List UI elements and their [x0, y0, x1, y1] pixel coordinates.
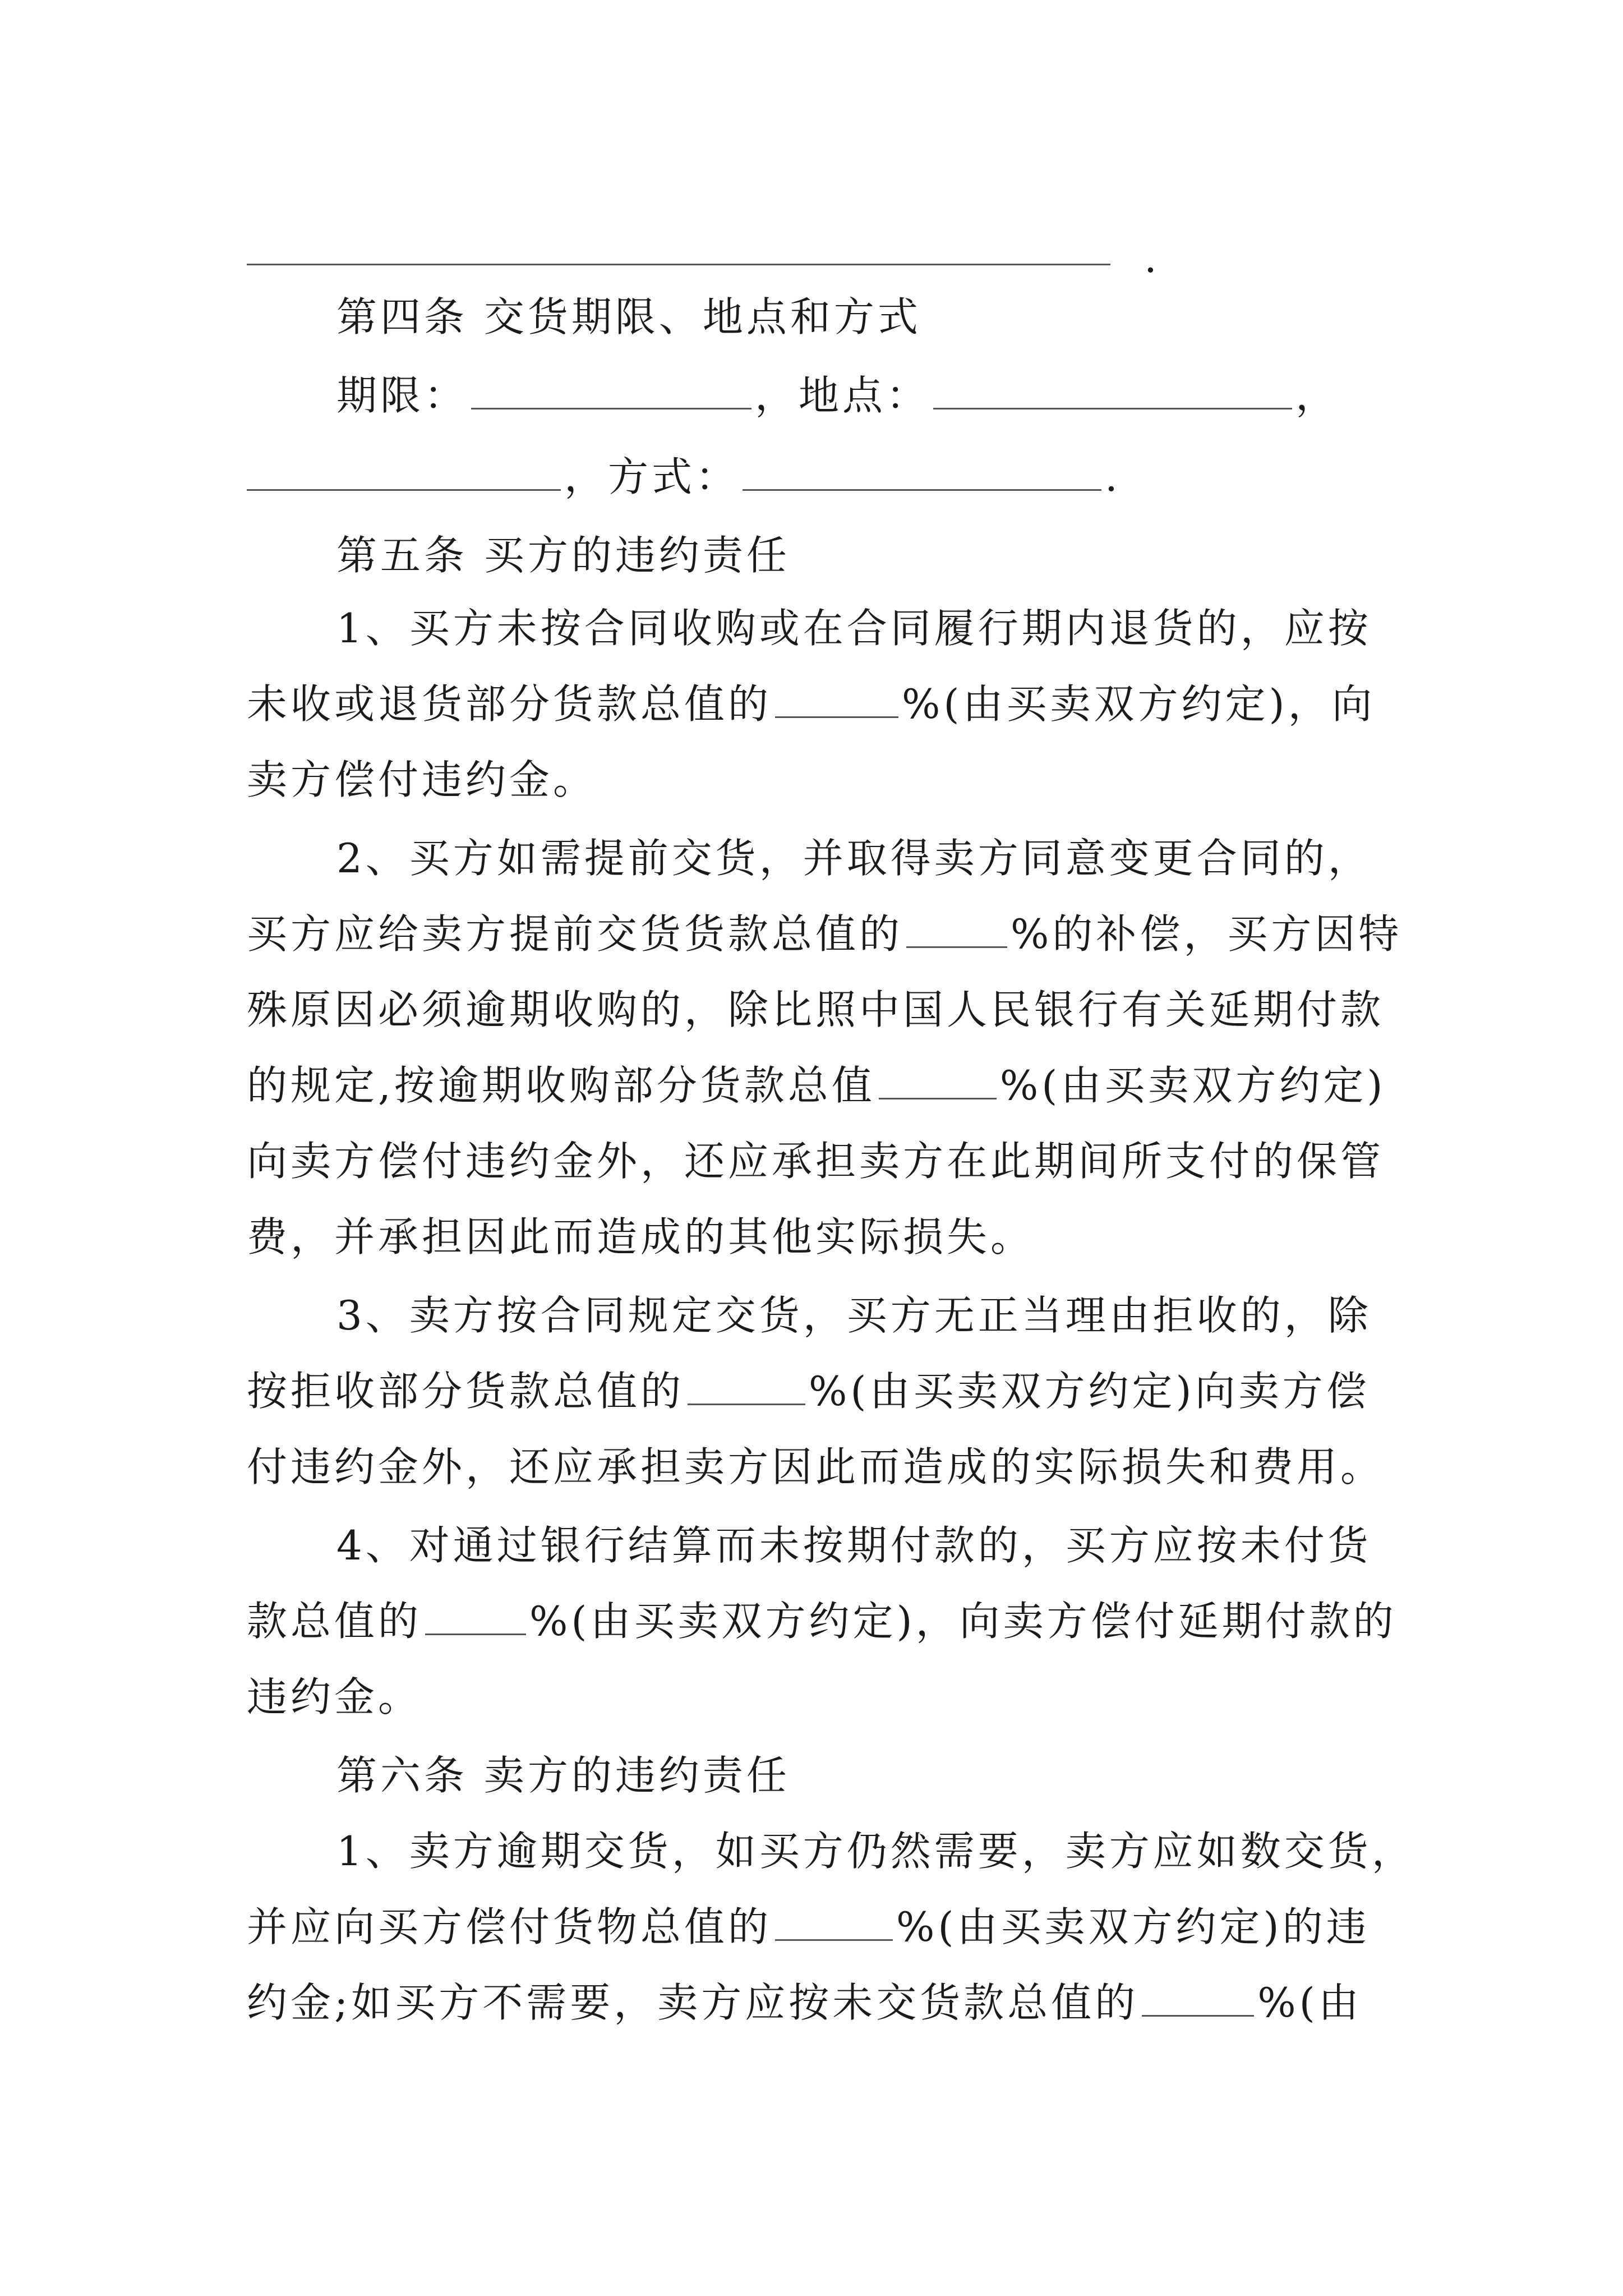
article-6-title: 第六条 卖方的违约责任	[336, 1752, 790, 1799]
paragraph-line: 殊原因必须逾期收购的，除比照中国人民银行有关延期付款	[247, 986, 1385, 1033]
fill-blank-line	[247, 264, 1110, 265]
percent-blank	[1142, 1980, 1254, 2017]
paragraph-line: 向卖方偿付违约金外，还应承担卖方在此期间所支付的保管	[247, 1138, 1385, 1185]
text-span: 款总值的	[247, 1598, 422, 1645]
comma: ，	[1295, 372, 1340, 419]
text-span: 未收或退货部分货款总值的	[247, 680, 772, 728]
method-label: ，方式：	[564, 453, 740, 500]
paragraph-line: 4、对通过银行结算而未按期付款的，买方应按未付货	[336, 1522, 1372, 1569]
paragraph-line: 1、买方未按合同收购或在合同履行期内退货的，应按	[336, 605, 1372, 652]
place-blank	[933, 373, 1292, 409]
text-span: %(由买卖双方约定)，向卖方偿付延期付款的	[529, 1598, 1397, 1645]
term-label: 期限：	[336, 372, 468, 419]
paragraph-line: 付违约金外，还应承担卖方因此而造成的实际损失和费用。	[247, 1443, 1385, 1490]
article-4-title: 第四条 交货期限、地点和方式	[336, 293, 921, 341]
period: .	[1105, 453, 1121, 500]
paragraph-line	[247, 1057, 1402, 1114]
percent-blank	[775, 1904, 893, 1941]
text-span: 按拒收部分货款总值的	[247, 1368, 685, 1415]
percent-blank	[906, 912, 1007, 948]
term-blank	[471, 373, 751, 409]
text-span: %(由	[1257, 1979, 1362, 2026]
paragraph-line: 违约金。	[247, 1673, 422, 1720]
paragraph-line	[247, 1899, 1402, 1955]
paragraph-line	[247, 1363, 1402, 1419]
text-span: 的规定,按逾期收购部分货款总值	[247, 1062, 875, 1109]
paragraph-line	[247, 1593, 1402, 1649]
text-span: %(由买卖双方约定)	[999, 1062, 1386, 1109]
percent-blank	[688, 1369, 805, 1405]
text-span: 并应向买方偿付货物总值的	[247, 1903, 772, 1950]
method-blank	[743, 454, 1101, 491]
paragraph-line	[247, 906, 1402, 962]
percent-blank	[775, 682, 898, 718]
article-5-title: 第五条 买方的违约责任	[336, 532, 790, 579]
paragraph-line	[247, 676, 1402, 732]
line-end-period: .	[1144, 234, 1157, 282]
text-span: %的补偿，买方因特	[1011, 910, 1403, 958]
paragraph-line	[247, 1975, 1402, 2031]
paragraph-line: 1、卖方逾期交货，如买方仍然需要，卖方应如数交货，	[336, 1828, 1415, 1875]
paragraph-line: 3、卖方按合同规定交货，买方无正当理由拒收的，除	[336, 1292, 1372, 1339]
text-span: %(由买卖双方约定)的违	[896, 1903, 1370, 1950]
place-blank-cont	[247, 454, 561, 491]
text-span: 买方应给卖方提前交货货款总值的	[247, 910, 903, 958]
article-4-line-1	[336, 367, 1402, 424]
percent-blank	[425, 1599, 526, 1635]
percent-blank	[879, 1063, 997, 1099]
paragraph-line: 2、买方如需提前交货，并取得卖方同意变更合同的，	[336, 835, 1372, 882]
text-span: %(由买卖双方约定)，向	[902, 680, 1376, 728]
text-span: 约金;如买方不需要，卖方应按未交货款总值的	[247, 1979, 1139, 2026]
article-4-line-2	[247, 449, 1402, 505]
place-label: ，地点：	[755, 372, 930, 419]
paragraph-line: 费，并承担因此而造成的其他实际损失。	[247, 1213, 1035, 1260]
paragraph-line: 卖方偿付违约金。	[247, 756, 597, 803]
text-span: %(由买卖双方约定)向卖方偿	[809, 1368, 1370, 1415]
